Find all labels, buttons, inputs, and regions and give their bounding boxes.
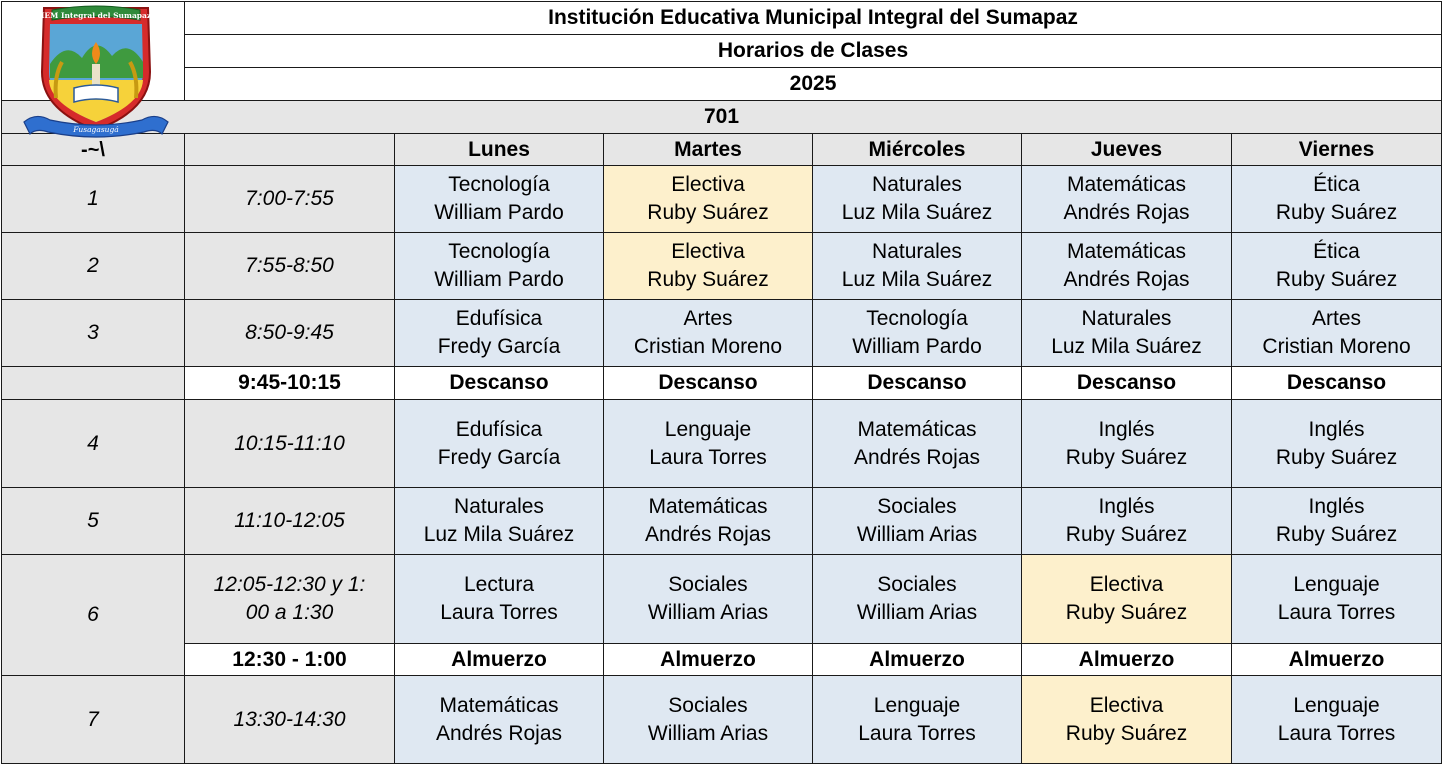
class-cell: [604, 166, 813, 233]
day-header: Viernes: [1232, 134, 1442, 166]
period-number: 3: [2, 300, 185, 367]
period-number: 5: [2, 488, 185, 555]
class-cell: [813, 166, 1022, 233]
subject-name: Naturales: [1081, 307, 1172, 330]
class-cell: [1232, 166, 1442, 233]
break-row: [2, 644, 1442, 676]
period-time-line: 7:55-8:50: [245, 254, 334, 277]
day-header: Martes: [604, 134, 813, 166]
teacher-name: Ruby Suárez: [647, 201, 769, 224]
teacher-name: Luz Mila Suárez: [841, 201, 993, 224]
teacher-name: Ruby Suárez: [1065, 721, 1188, 745]
period-row: [2, 676, 1442, 764]
subject-name: Electiva: [671, 173, 745, 196]
period-row: [2, 166, 1442, 233]
period-time: [185, 676, 395, 764]
teacher-name: Ruby Suárez: [1275, 445, 1398, 469]
period-time: [185, 300, 395, 367]
subject-name: Matemáticas: [1066, 240, 1187, 263]
class-cell: [395, 555, 604, 644]
subject-name: Sociales: [877, 573, 957, 596]
break-label: Almuerzo: [604, 644, 813, 676]
class-cell: [1022, 400, 1232, 488]
class-cell: [813, 488, 1022, 555]
class-cell: [1232, 300, 1442, 367]
teacher-name: Cristian Moreno: [633, 335, 783, 358]
teacher-name: Laura Torres: [1277, 601, 1396, 624]
logo-cell: [2, 2, 185, 134]
subject-name: Matemáticas: [648, 495, 768, 518]
teacher-name: Ruby Suárez: [1275, 268, 1398, 291]
teacher-name: William Arias: [856, 523, 978, 546]
class-cell: [1022, 233, 1232, 300]
teacher-name: Ruby Suárez: [647, 268, 769, 291]
class-cell: [604, 488, 813, 555]
break-time: 9:45-10:15: [185, 367, 395, 400]
teacher-name: Cristian Moreno: [1262, 335, 1411, 358]
day-header: Miércoles: [813, 134, 1022, 166]
teacher-name: Andrés Rojas: [1063, 268, 1190, 291]
subject-name: Ética: [1313, 173, 1360, 196]
subject-name: Tecnología: [448, 240, 550, 263]
period-number: 6: [2, 555, 185, 676]
teacher-name: Laura Torres: [1277, 721, 1396, 745]
subject-name: Ética: [1313, 240, 1360, 263]
teacher-name: Luz Mila Suárez: [1051, 335, 1202, 358]
subject-name: Electiva: [1089, 693, 1164, 717]
subject-name: Tecnología: [448, 173, 550, 196]
break-label: Descanso: [395, 367, 604, 400]
break-time: 12:30 - 1:00: [185, 644, 395, 676]
subject-name: Tecnología: [866, 307, 968, 330]
break-label: Almuerzo: [1022, 644, 1232, 676]
subject-name: Inglés: [1098, 495, 1155, 518]
break-label: Almuerzo: [813, 644, 1022, 676]
class-cell: [395, 233, 604, 300]
teacher-name: Andrés Rojas: [853, 445, 981, 469]
period-time: [185, 400, 395, 488]
class-cell: [395, 400, 604, 488]
teacher-name: William Arias: [647, 601, 769, 624]
schedule-year: 2025: [185, 68, 1442, 101]
teacher-name: Fredy García: [437, 445, 561, 469]
subject-name: Sociales: [668, 693, 748, 717]
subject-name: Artes: [1312, 307, 1362, 330]
teacher-name: Ruby Suárez: [1275, 523, 1398, 546]
class-cell: [395, 300, 604, 367]
subject-name: Artes: [683, 307, 733, 330]
teacher-name: Ruby Suárez: [1065, 601, 1188, 624]
school-crest-logo: [16, 2, 176, 152]
class-cell: [1022, 166, 1232, 233]
period-number: [2, 367, 185, 400]
logo-ribbon-text: IEM Integral del Sumapaz: [40, 11, 152, 20]
period-number: 1: [2, 166, 185, 233]
period-time-line: 8:50-9:45: [245, 321, 334, 344]
teacher-name: Laura Torres: [858, 721, 976, 745]
subject-name: Matemáticas: [1066, 173, 1187, 196]
day-header: Jueves: [1022, 134, 1232, 166]
class-cell: [813, 233, 1022, 300]
subject-name: Matemáticas: [857, 417, 977, 441]
period-row: [2, 300, 1442, 367]
schedule-table: [1, 1, 1442, 764]
break-label: Descanso: [1232, 367, 1442, 400]
class-cell: [604, 676, 813, 764]
class-cell: [395, 166, 604, 233]
period-number: 7: [2, 676, 185, 764]
period-row: [2, 488, 1442, 555]
period-row: [2, 400, 1442, 488]
class-cell: [604, 300, 813, 367]
institution-name: Institución Educativa Municipal Integral del Sumapaz: [185, 2, 1442, 35]
subject-name: Naturales: [872, 240, 962, 263]
class-cell: [1232, 676, 1442, 764]
period-row: [2, 233, 1442, 300]
subject-name: Inglés: [1308, 417, 1365, 441]
class-cell: [1232, 400, 1442, 488]
period-number: 4: [2, 400, 185, 488]
class-cell: [813, 555, 1022, 644]
break-label: Descanso: [604, 367, 813, 400]
break-label: Almuerzo: [395, 644, 604, 676]
period-time-line: 11:10-12:05: [234, 509, 345, 532]
teacher-name: Ruby Suárez: [1065, 445, 1188, 469]
teacher-name: Laura Torres: [649, 445, 767, 469]
break-label: Almuerzo: [1232, 644, 1442, 676]
teacher-name: William Pardo: [434, 268, 564, 291]
subject-name: Inglés: [1308, 495, 1365, 518]
teacher-name: Ruby Suárez: [1065, 523, 1188, 546]
break-row: [2, 367, 1442, 400]
subject-name: Lenguaje: [1293, 693, 1380, 717]
class-cell: [395, 488, 604, 555]
period-time-line: 12:05-12:30 y 1:: [213, 573, 366, 596]
teacher-name: Luz Mila Suárez: [841, 268, 993, 291]
class-cell: [604, 233, 813, 300]
teacher-name: William Pardo: [434, 201, 564, 224]
class-cell: [1022, 676, 1232, 764]
teacher-name: Ruby Suárez: [1275, 201, 1398, 224]
subject-name: Edufísica: [455, 417, 543, 441]
class-cell: [813, 300, 1022, 367]
subject-name: Naturales: [454, 495, 544, 518]
class-cell: [1022, 555, 1232, 644]
subject-name: Lenguaje: [1293, 573, 1380, 596]
teacher-name: Andrés Rojas: [435, 721, 563, 745]
class-cell: [813, 676, 1022, 764]
class-cell: [395, 676, 604, 764]
class-cell: [604, 555, 813, 644]
period-time-line: 13:30-14:30: [233, 707, 346, 731]
subject-name: Lenguaje: [873, 693, 961, 717]
teacher-name: William Arias: [856, 601, 978, 624]
class-cell: [1022, 488, 1232, 555]
subject-name: Lectura: [463, 573, 535, 596]
class-cell: [1022, 300, 1232, 367]
time-header-blank: [185, 134, 395, 166]
break-label: Descanso: [813, 367, 1022, 400]
logo-banner-text: Fusagasugá: [73, 125, 119, 134]
teacher-name: Andrés Rojas: [1063, 201, 1190, 224]
class-cell: [1232, 488, 1442, 555]
period-time-line: 00 a 1:30: [245, 601, 334, 624]
subject-name: Edufísica: [455, 307, 543, 330]
teacher-name: William Arias: [647, 721, 769, 745]
teacher-name: Luz Mila Suárez: [423, 523, 575, 546]
period-number: 2: [2, 233, 185, 300]
period-time: [185, 488, 395, 555]
period-time-line: 7:00-7:55: [245, 187, 334, 210]
subject-name: Naturales: [872, 173, 962, 196]
period-time-line: 10:15-11:10: [234, 431, 345, 455]
period-row: [2, 555, 1442, 644]
teacher-name: Fredy García: [437, 335, 561, 358]
subject-name: Lenguaje: [664, 417, 752, 441]
subject-name: Sociales: [668, 573, 748, 596]
corner-mark: -~\: [2, 134, 185, 166]
group-label: 701: [2, 101, 1442, 134]
break-label: Descanso: [1022, 367, 1232, 400]
period-time: [185, 166, 395, 233]
teacher-name: Laura Torres: [440, 601, 558, 624]
teacher-name: William Pardo: [852, 335, 982, 358]
day-header: Lunes: [395, 134, 604, 166]
class-cell: [604, 400, 813, 488]
subject-name: Inglés: [1098, 417, 1155, 441]
class-cell: [813, 400, 1022, 488]
subject-name: Electiva: [1089, 573, 1164, 596]
schedule-title: Horarios de Clases: [185, 35, 1442, 68]
period-time: [185, 233, 395, 300]
subject-name: Sociales: [877, 495, 957, 518]
teacher-name: Andrés Rojas: [644, 523, 772, 546]
class-cell: [1232, 555, 1442, 644]
period-time: [185, 555, 395, 644]
subject-name: Electiva: [671, 240, 745, 263]
class-cell: [1232, 233, 1442, 300]
subject-name: Matemáticas: [439, 693, 559, 717]
